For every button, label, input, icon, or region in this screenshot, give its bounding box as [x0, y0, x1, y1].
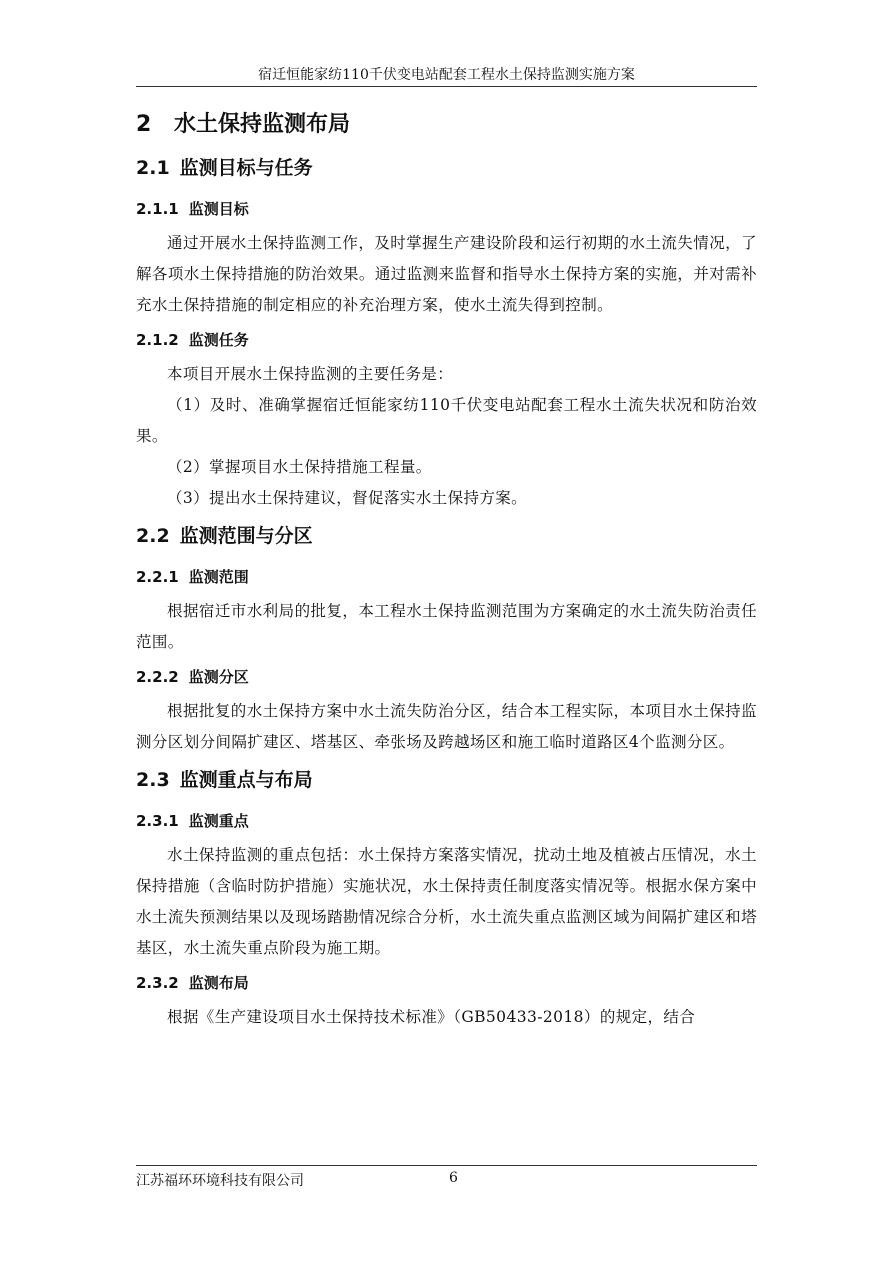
footer-rule [136, 1165, 757, 1166]
section-title: 监测目标 [188, 200, 249, 218]
section-2-2-heading [136, 514, 757, 558]
page-number: 6 [449, 1170, 458, 1186]
section-number: 2.3 [136, 769, 170, 791]
paragraph-monitoring-focus: 水土保持监测的重点包括：水土保持方案落实情况，扰动土地及植被占压情况，水土保持措施（含临时防护措施）实施状况，水土保持责任制度落实情况等。根据水保方案中水土流失预测结果以及现场踏勘情况综合分析，水土流失重点监测区域为间隔扩建区和塔基区，水土流失重点阶段为施工期。 [136, 846, 757, 957]
footer-company: 江苏福环环境科技有限公司 [136, 1173, 304, 1189]
section-title: 监测目标与任务 [179, 157, 313, 179]
section-2-2-2-heading [136, 658, 757, 696]
section-title: 监测布局 [188, 974, 249, 992]
section-title: 监测重点 [188, 812, 249, 830]
section-2-3-2-heading [136, 964, 757, 1002]
paragraph-monitoring-layout: 根据《生产建设项目水土保持技术标准》（GB50433-2018）的规定，结合 [167, 1008, 696, 1026]
section-title: 监测重点与布局 [179, 769, 313, 791]
section-2-3-heading [136, 758, 757, 802]
paragraph-monitoring-zones: 根据批复的水土保持方案中水土流失防治分区，结合本工程实际，本项目水土保持监测分区划分间隔扩建区、塔基区、牵张场及跨越场区和施工临时道路区4个监测分区。 [136, 702, 757, 751]
section-number: 2.2.1 [136, 568, 179, 586]
section-title: 监测任务 [188, 331, 249, 349]
paragraph-task-intro: 本项目开展水土保持监测的主要任务是： [167, 365, 454, 383]
section-title: 监测分区 [188, 668, 249, 686]
paragraph-monitoring-goal: 通过开展水土保持监测工作，及时掌握生产建设阶段和运行初期的水土流失情况，了解各项水土保持措施的防治效果。通过监测来监督和指导水土保持方案的实施，并对需补充水土保持措施的制定相应的补充治理方案，使水土流失得到控制。 [136, 234, 757, 314]
section-number: 2.1 [136, 157, 170, 179]
section-2-1-2-heading [136, 321, 757, 359]
header-rule [136, 86, 757, 87]
section-2-2-1-heading [136, 558, 757, 596]
section-2-1-1-heading [136, 190, 757, 228]
section-number: 2.3.1 [136, 812, 179, 830]
paragraph-task-1: （1）及时、准确掌握宿迁恒能家纺110千伏变电站配套工程水土流失状况和防治效果。 [136, 396, 757, 445]
paragraph-monitoring-scope: 根据宿迁市水利局的批复，本工程水土保持监测范围为方案确定的水土流失防治责任范围。 [136, 602, 757, 651]
paragraph-task-2: （2）掌握项目水土保持措施工程量。 [167, 458, 432, 476]
section-number: 2.2.2 [136, 668, 179, 686]
page-header: 宿迁恒能家纺110千伏变电站配套工程水土保持监测实施方案 [258, 67, 635, 83]
section-number: 2.1.1 [136, 200, 179, 218]
section-title: 监测范围 [188, 568, 249, 586]
section-2-1-heading [136, 146, 757, 190]
section-number: 2 [136, 112, 152, 137]
section-2-heading [136, 104, 757, 146]
section-number: 2.3.2 [136, 974, 179, 992]
section-title: 水土保持监测布局 [174, 112, 351, 137]
section-number: 2.1.2 [136, 331, 179, 349]
paragraph-task-3: （3）提出水土保持建议，督促落实水土保持方案。 [167, 489, 528, 507]
section-2-3-1-heading [136, 802, 757, 840]
section-title: 监测范围与分区 [179, 525, 313, 547]
page-content [136, 104, 757, 1033]
section-number: 2.2 [136, 525, 170, 547]
